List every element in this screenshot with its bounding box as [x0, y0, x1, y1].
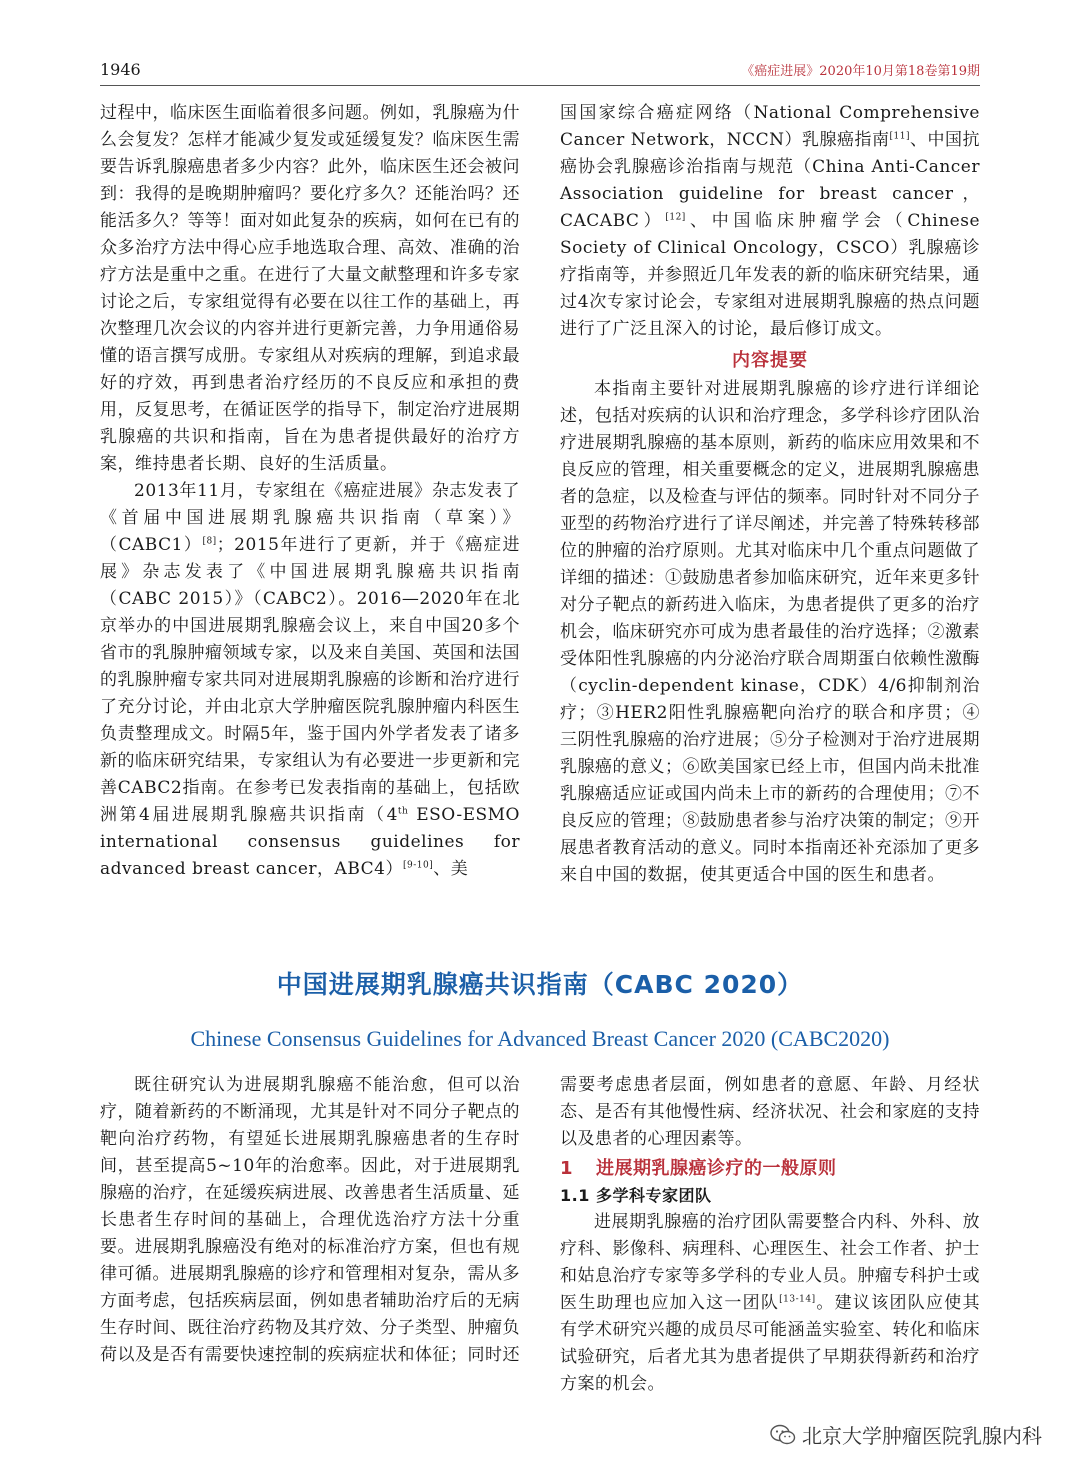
section-number: 1.1 — [560, 1186, 590, 1205]
body-paragraph: 需要考虑患者层面，例如患者的意愿、年龄、月经状态、是否有其他慢性病、经济状况、社会和家庭的支持以及患者的心理因素等。 — [560, 1075, 980, 1149]
body-paragraph — [560, 100, 980, 343]
left-column-top — [100, 100, 520, 883]
watermark — [770, 1420, 1042, 1449]
article-title-chinese: 中国进展期乳腺癌共识指南（CABC 2020） — [276, 970, 804, 999]
body-text: 国国家综合癌症网络（National Comprehensive Cancer Network，NCCN）乳腺癌指南 — [560, 103, 980, 150]
body-text: 进展期乳腺癌的治疗团队需要整合内科、外科、放疗科、影像科、病理科、心理医生、社会工作者、护士和姑息治疗专家等多学科的专业人员。肿瘤专科护士或医生助理也应加入这一团队 — [560, 1212, 980, 1313]
superscript: th — [397, 806, 409, 817]
reference-mark: [13-14] — [779, 1294, 816, 1305]
body-text: ESO-ESMO international consensus guidelines for advanced breast cancer，ABC4） — [100, 805, 520, 879]
watermark-text: 北京大学肿瘤医院乳腺内科 — [802, 1424, 1042, 1448]
summary-paragraph: 本指南主要针对进展期乳腺癌的诊疗进行详细论述，包括对疾病的认识和治疗理念，多学科诊疗团队治疗进展期乳腺癌的基本原则，新药的临床应用效果和不良反应的管理，相关重要概念的定义，进展期乳腺癌患者的急症，以及检查与评估的频率。同时针对不同分子亚型的药物治疗进行了详尽阐述，并完善了特殊转移部位的肿瘤的治疗原则。尤其对临床中几个重点问题做了详细的描述：①鼓励患者参加临床研究，近年来更多针对分子靶点的新药进入临床，为患者提供了更多的治疗机会，临床研究亦可成为患者最佳的治疗选择；②激素受体阳性乳腺癌的内分泌治疗联合周期蛋白依赖性激酶（cyclin-dependent kinase，CDK）4/6抑制剂治疗；③HER2阳性乳腺癌靶向治疗的联合和序贯；④三阴性乳腺癌的治疗进展；⑤分子检测对于治疗进展期乳腺癌的意义；⑥欧美国家已经上市，但国内尚未批准乳腺癌适应证或国内尚未上市的新药的合理使用；⑦不良反应的管理；⑧鼓励患者参与治疗决策的制定；⑨开展患者教育活动的意义。同时本指南还补充添加了更多来自中国的数据，使其更适合中国的医生和患者。 — [560, 379, 980, 885]
body-paragraph: 既往研究认为进展期乳腺癌不能治愈，但可以治疗，随着新药的不断涌现，尤其是针对不同分子靶点的靶向治疗药物，有望延长进展期乳腺癌患者的生存时间，甚至提高5~10年的治愈率。因此，对于进展期乳腺癌的治疗，在延缓疾病进展、改善患者生活质量、延长患者生存时间的基础上，合理优选治疗方法十分重要。进展期乳腺癌没有绝对的标准治疗方案，但也有规律可循。进展期乳腺癌的诊疗和管理相对复杂，需从多方面考虑，包括疾病层面，例如患者辅助治疗后的无病生存时间、既往治疗药物及其疗效、分子类型、肿瘤负荷以及是否有需要快速控制的疾病症状和体征；同时还 — [100, 1075, 520, 1365]
body-text: 2013年11月，专家组在《癌症进展》杂志发表了《首届中国进展期乳腺癌共识指南（草案）》（CABC1） — [100, 481, 520, 555]
left-column-bottom — [100, 1072, 520, 1369]
body-text: 、中国抗癌协会乳腺癌诊治指南与规范（China Anti-Cancer Association guideline for breast cancer，CACABC） — [560, 130, 981, 231]
section-heading-1 — [560, 1155, 980, 1182]
section-title: 进展期乳腺癌诊疗的一般原则 — [596, 1158, 837, 1179]
header-divider — [100, 85, 980, 86]
article-title-english: Chinese Consensus Guidelines for Advanced Breast Cancer 2020 (CABC2020) — [190, 1026, 890, 1051]
reference-mark: [8] — [202, 536, 217, 547]
body-paragraph: 过程中，临床医生面临着很多问题。例如，乳腺癌为什么会复发？怎样才能减少复发或延缓复发？临床医生需要告诉乳腺癌患者多少内容？此外，临床医生还会被问到：我得的是晚期肿瘤吗？要化疗多久？还能治吗？还能活多久？等等！面对如此复杂的疾病，如何在已有的众多治疗方法中得心应手地选取合理、高效、准确的治疗方法是重中之重。在进行了大量文献整理和许多专家讨论之后，专家组觉得有必要在以往工作的基础上，再次整理几次会议的内容并进行更新完善，力争用通俗易懂的语言撰写成册。专家组从对疾病的理解，到追求最好的疗效，再到患者治疗经历的不良反应和承担的费用，反复思考，在循证医学的指导下，制定治疗进展期乳腺癌的共识和指南，旨在为患者提供最好的治疗方案，维持患者长期、良好的生活质量。 — [100, 103, 520, 474]
body-paragraph — [100, 478, 520, 883]
section-number: 1 — [560, 1158, 574, 1179]
body-text: 。建议该团队应使其有学术研究兴趣的成员尽可能涵盖实验室、转化和临床试验研究，后者尤其为患者提供了早期获得新药和治疗方案的机会。 — [560, 1293, 981, 1394]
section-heading-1-1 — [560, 1182, 980, 1209]
journal-header: 《癌症进展》2020年10月第18卷第19期 — [741, 64, 980, 79]
page-number: 1946 — [100, 60, 141, 79]
body-text: 、美 — [433, 859, 469, 879]
right-column-bottom — [560, 1072, 980, 1398]
reference-mark: [9-10] — [402, 860, 434, 871]
section-title: 多学科专家团队 — [596, 1186, 712, 1205]
summary-heading: 内容提要 — [732, 350, 808, 371]
reference-mark: [11] — [889, 131, 910, 142]
body-paragraph — [560, 1209, 980, 1398]
right-column-top — [560, 100, 980, 889]
reference-mark: [12] — [665, 212, 686, 223]
body-text: 、中国临床肿瘤学会（Chinese Society of Clinical Oncology，CSCO）乳腺癌诊疗指南等，并参照近几年发表的新的临床研究结果，通过4次专家讨论会，专家组对进展期乳腺癌的热点问题进行了广泛且深入的讨论，最后修订成文。 — [560, 211, 981, 339]
body-text: ；2015年进行了更新，并于《癌症进展》杂志发表了《中国进展期乳腺癌共识指南（CABC 2015）》（CABC2）。2016—2020年在北京举办的中国进展期乳腺癌会议上，来自中国20多个省市的乳腺肿瘤领域专家，以及来自美国、英国和法国的乳腺肿瘤专家共同对进展期乳腺癌的诊断和治疗进行了充分讨论，并由北京大学肿瘤医院乳腺肿瘤内科医生负责整理成文。时隔5年，鉴于国内外学者发表了诸多新的临床研究结果，专家组认为有必要进一步更新和完善CABC2指南。在参考已发表指南的基础上，包括欧洲第4届进展期乳腺癌共识指南（4 — [100, 535, 521, 825]
wechat-icon — [770, 1424, 796, 1446]
